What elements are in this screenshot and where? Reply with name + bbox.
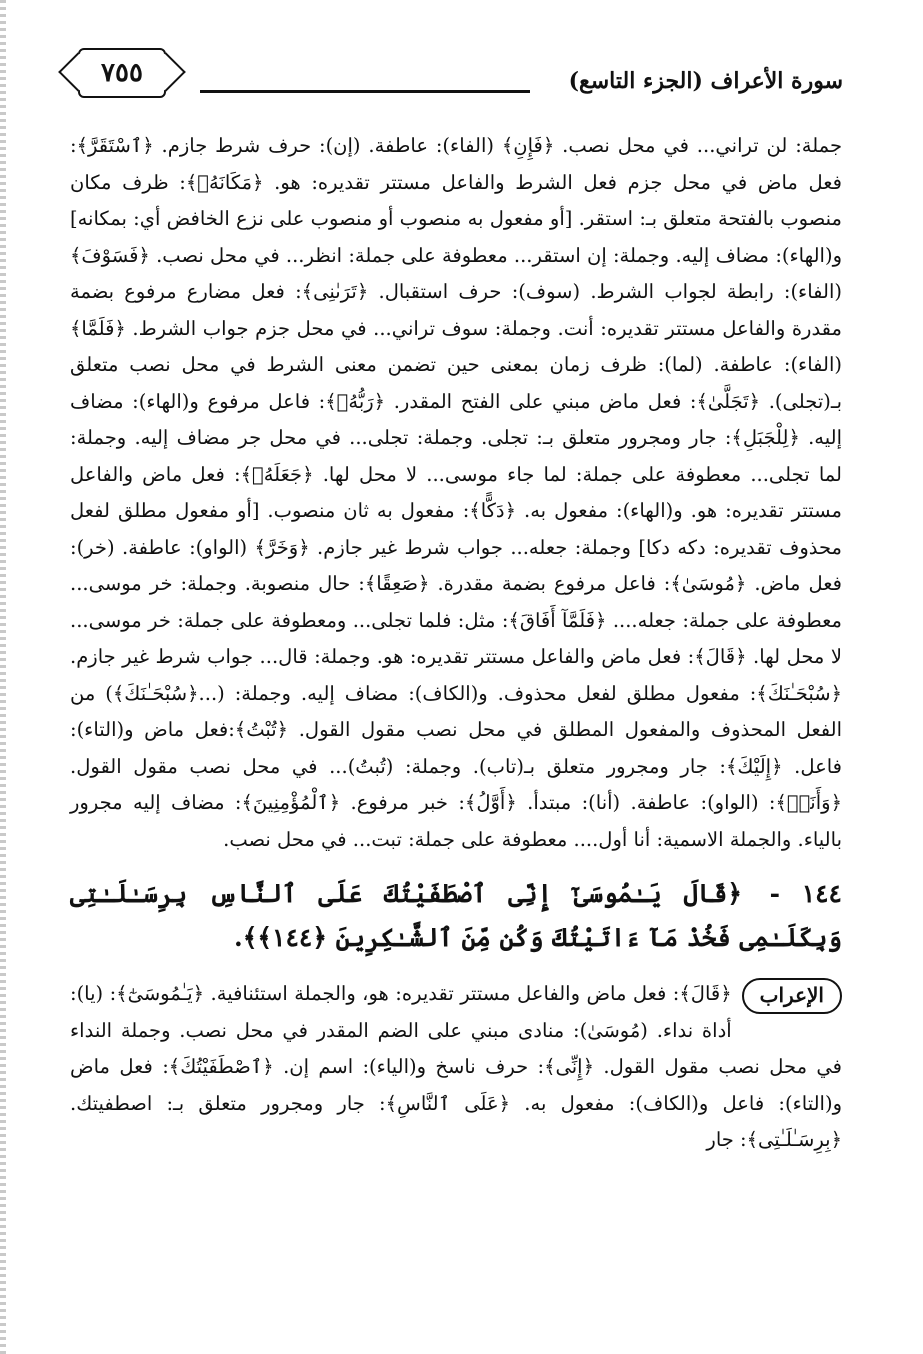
page-number-badge xyxy=(78,48,166,98)
page-header xyxy=(0,38,923,108)
verse-text: ﴿قَالَ يَـٰمُوسَىٰٓ إِنِّى ٱصْطَفَيْتُكَ عَلَى ٱلنَّاسِ بِرِسَـٰلَـٰتِى وَبِكَلَـٰمِى فَخُذْ مَآ ءَاتَيْتُكَ وَكُن مِّنَ ٱلشَّـٰكِرِينَ ﴿١٤٤﴾﴾. xyxy=(70,879,842,952)
page-edge-scan xyxy=(0,0,6,1354)
page-number: ٧٥٥ xyxy=(101,58,143,88)
irab-badge: الإعراب xyxy=(742,978,842,1014)
irab-section xyxy=(70,976,842,1159)
header-rule xyxy=(200,90,530,93)
page-body xyxy=(70,128,842,1159)
verse-block xyxy=(70,872,842,964)
verse-number: ١٤٤ - xyxy=(769,879,842,908)
running-header-title: سورة الأعراف (الجزء التاسع) xyxy=(568,68,843,94)
commentary-paragraph: جملة: لن تراني... في محل نصب. ﴿فَإِنِ﴾ (الفاء): عاطفة. (إن): حرف شرط جازم. ﴿ٱسْتَقَرَّ﴾: فعل ماض في محل جزم فعل الشرط والفاعل مستتر تقديره: هو. ﴿مَكَانَهُۥ﴾: ظرف مكان منصوب بالفتحة متعلق بـ: استقر. [أو مفعول به منصوب أو منصوب على نزع الخافض أي: بمكانه] و(الهاء): مضاف إليه. وجملة: إن استقر... معطوفة على جملة: انظر... في محل نصب. ﴿فَسَوْفَ﴾ (الفاء): رابطة لجواب الشرط. (سوف): حرف استقبال. ﴿تَرَىٰنِى﴾: فعل مضارع مرفوع بضمة مقدرة والفاعل مستتر تقديره: أنت. وجملة: سوف تراني... في محل جزم جواب الشرط. ﴿فَلَمَّا﴾ (الفاء): عاطفة. (لما): ظرف زمان بمعنى حين تضمن معنى الشرط في محل نصب متعلق بـ(تجلى). ﴿تَجَلَّىٰ﴾: فعل ماض مبني على الفتح المقدر. ﴿رَبُّهُۥ﴾: فاعل مرفوع و(الهاء): مضاف إليه. ﴿لِلْجَبَلِ﴾: جار ومجرور متعلق بـ: تجلى. وجملة: تجلى... في محل جر مضاف إليه. وجملة: لما تجلى... معطوفة على جملة: لما جاء موسى... لا محل لها. ﴿جَعَلَهُۥ﴾: فعل ماض والفاعل مستتر تقديره: هو. و(الهاء): مفعول به. ﴿دَكًّا﴾: مفعول به ثان منصوب. [أو مفعول مطلق لفعل محذوف تقديره: دكه دكا] وجملة: جعله... جواب شرط غير جازم. ﴿وَخَرَّ﴾ (الواو): عاطفة. (خر): فعل ماض. ﴿مُوسَىٰ﴾: فاعل مرفوع بضمة مقدرة. ﴿صَعِقًا﴾: حال منصوبة. وجملة: خر موسى... معطوفة على جملة: جعله.... ﴿فَلَمَّآ أَفَاقَ﴾: مثل: فلما تجلى... ومعطوفة على جملة: خر موسى... لا محل لها. ﴿قَالَ﴾: فعل ماض والفاعل مستتر تقديره: هو. وجملة: قال... جواب شرط غير جازم. ﴿سُبْحَـٰنَكَ﴾: مفعول مطلق لفعل محذوف. و(الكاف): مضاف إليه. وجملة: (...﴿سُبْحَـٰنَكَ﴾) من الفعل المحذوف والمفعول المطلق في محل نصب مقول القول. ﴿تُبْتُ﴾:فعل ماض و(التاء): فاعل. ﴿إِلَيْكَ﴾: جار ومجرور متعلق بـ(تاب). وجملة: (تُبتُ)... في محل نصب مقول القول. ﴿وَأَنَا۠﴾: (الواو): عاطفة. (أنا): مبتدأ. ﴿أَوَّلُ﴾: خبر مرفوع. ﴿ٱلْمُؤْمِنِينَ﴾: مضاف إليه مجرور بالياء. والجملة الاسمية: أنا أول.... معطوفة على جملة: تبت... في محل نصب. xyxy=(70,134,842,851)
irab-paragraph: ﴿قَالَ﴾: فعل ماض والفاعل مستتر تقديره: هو، والجملة استئنافية. ﴿يَـٰمُوسَىٰٓ﴾: (يا): أداة نداء. (مُوسَىٰ): منادى مبني على الضم المقدر في محل نصب. وجملة النداء في محل نصب مقول القول. ﴿إِنِّى﴾: حرف ناسخ و(الياء): اسم إن. ﴿ٱصْطَفَيْتُكَ﴾: فعل ماض و(التاء): فاعل و(الكاف): مفعول به. ﴿عَلَى ٱلنَّاسِ﴾: جار ومجرور متعلق بـ: اصطفيتك. ﴿بِرِسَـٰلَـٰتِى﴾: جار xyxy=(70,982,842,1151)
